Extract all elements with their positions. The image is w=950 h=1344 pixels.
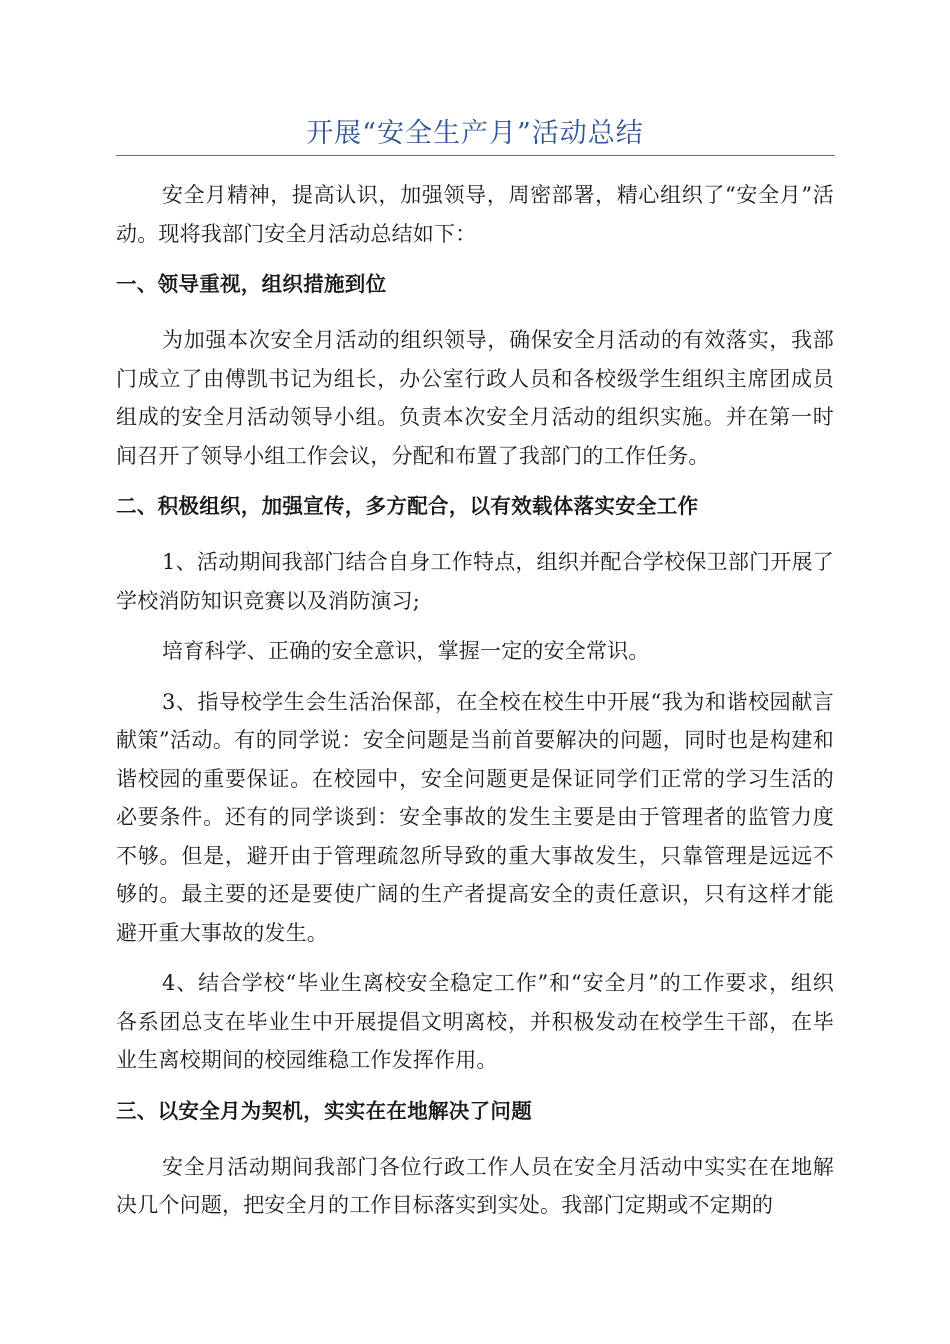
section-heading-3: 三、以安全月为契机，实实在在地解决了问题	[116, 1098, 532, 1123]
section-3-paragraph: 安全月活动期间我部门各位行政工作人员在安全月活动中实实在在地解决几个问题，把安全月的工作目标落实到实处。我部门定期或不定期的	[116, 1154, 834, 1217]
section-2-item-1: 1、活动期间我部门结合自身工作特点，组织并配合学校保卫部门开展了学校消防知识竞赛以及消防演习;	[116, 550, 834, 613]
section-2-item-3: 3、指导校学生会生活治保部，在全校在校生中开展“我为和谐校园献言献策”活动。有的同学说：安全问题是当前首要解决的问题，同时也是构建和谐校园的重要保证。在校园中，安全问题更是保证同学们正常的学习生活的必要条件。还有的同学谈到：安全事故的发生主要是由于管理者的监管力度不够。但是，避开由于管理疏忽所导致的重大事故发生，只靠管理是远远不够的。最主要的还是要使广阔的生产者提高安全的责任意识，只有这样才能避开重大事故的发生。	[116, 689, 834, 945]
section-2-item-4: 4、结合学校“毕业生离校安全稳定工作”和“安全月”的工作要求，组织各系团总支在毕业生中开展提倡文明离校，并积极发动在校学生干部，在毕业生离校期间的校园维稳工作发挥作用。	[116, 971, 834, 1072]
section-heading-1: 一、领导重视，组织措施到位	[116, 272, 387, 296]
section-2-item-2: 培育科学、正确的安全意识，掌握一定的安全常识。	[162, 639, 650, 663]
section-1-paragraph: 为加强本次安全月活动的组织领导，确保安全月活动的有效落实，我部门成立了由傅凯书记为组长，办公室行政人员和各校级学生组织主席团成员组成的安全月活动领导小组。负责本次安全月活动的组织实施。并在第一时间召开了领导小组工作会议，分配和布置了我部门的工作任务。	[116, 328, 834, 468]
document-title: 开展“安全生产月”活动总结	[306, 118, 644, 149]
section-heading-2: 二、积极组织，加强宣传，多方配合，以有效载体落实安全工作	[116, 494, 699, 518]
intro-paragraph: 安全月精神，提高认识，加强领导，周密部署，精心组织了“安全月”活动。现将我部门安全月活动总结如下：	[116, 183, 834, 246]
document-body	[116, 176, 834, 1237]
title-underline	[116, 155, 835, 156]
